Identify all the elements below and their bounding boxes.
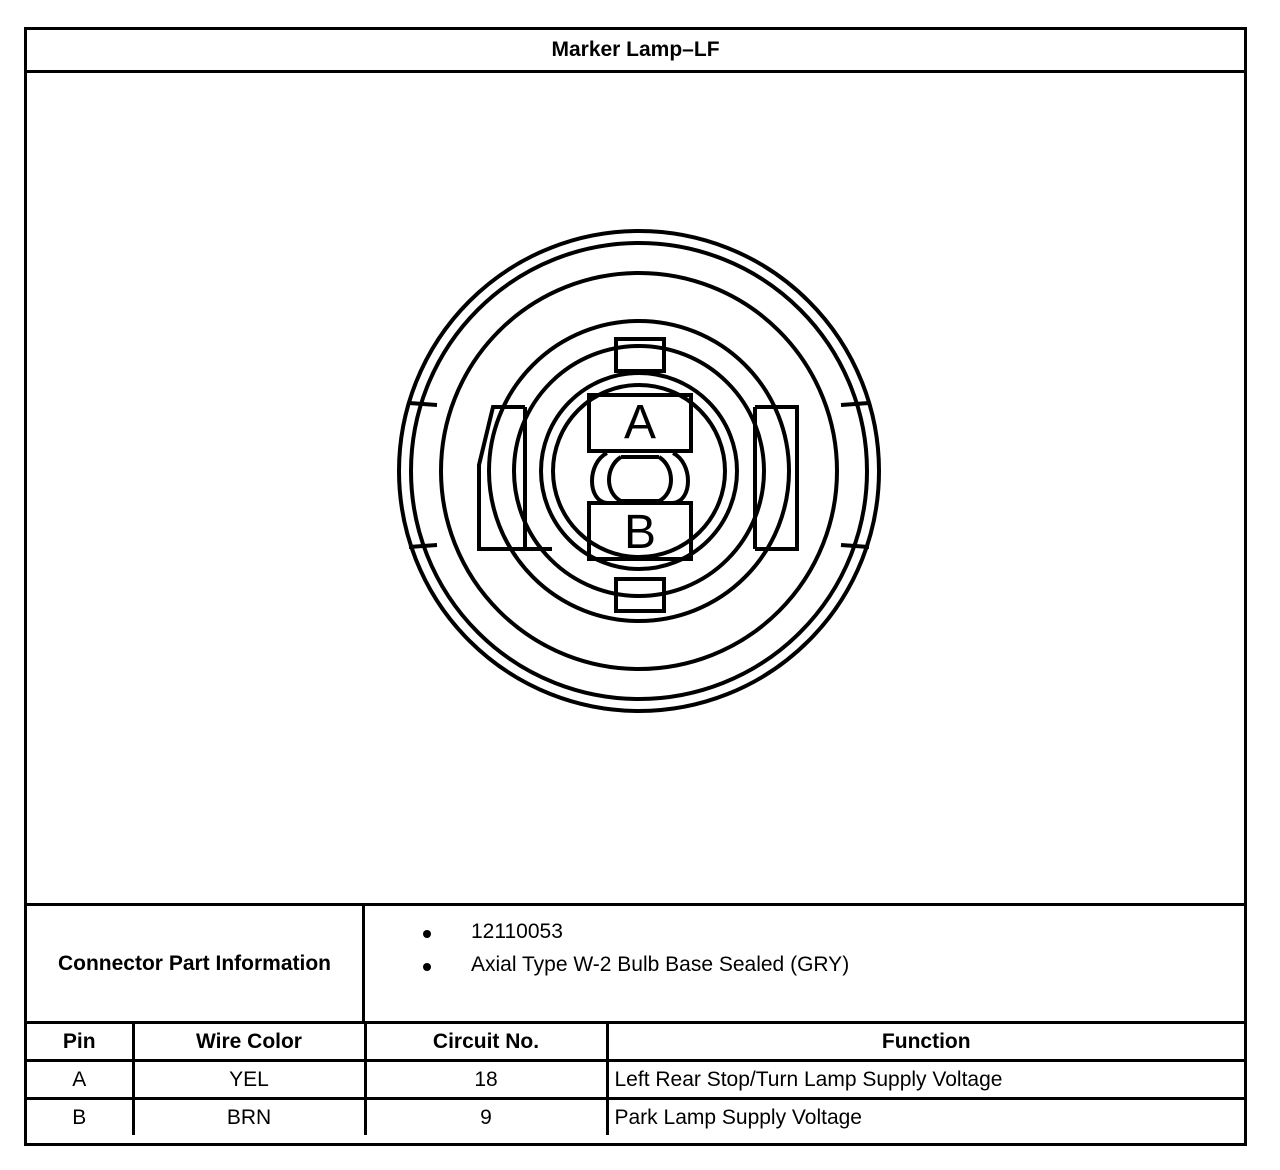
header-circuit-no: Circuit No. xyxy=(365,1024,607,1061)
header-wire-color: Wire Color xyxy=(133,1024,365,1061)
pin-cell: A xyxy=(27,1061,133,1099)
wire-color-cell: YEL xyxy=(133,1061,365,1099)
connector-face-drawing xyxy=(27,73,1244,903)
notch-lr xyxy=(841,545,869,547)
notch-ur xyxy=(841,403,869,405)
top-key xyxy=(616,339,664,371)
outer-ring xyxy=(399,231,879,711)
sheet-title: Marker Lamp–LF xyxy=(27,30,1244,73)
socket-left-arc xyxy=(592,453,607,503)
table-row xyxy=(27,1061,1244,1099)
pin-b-label: B xyxy=(623,506,657,559)
connector-diagram xyxy=(27,73,1244,906)
part-info-row xyxy=(27,906,1244,1024)
pin-cell: B xyxy=(27,1099,133,1136)
part-number: 12110053 xyxy=(471,920,563,943)
header-pin: Pin xyxy=(27,1024,133,1061)
table-row xyxy=(27,1099,1244,1136)
circuit-cell: 18 xyxy=(365,1061,607,1099)
part-info-label: Connector Part Information xyxy=(27,906,365,1021)
notch-ll xyxy=(409,545,437,547)
table-header-row xyxy=(27,1024,1244,1061)
function-cell: Park Lamp Supply Voltage xyxy=(607,1099,1244,1136)
header-function: Function xyxy=(607,1024,1244,1061)
bullet-icon xyxy=(423,930,431,938)
inner-ring xyxy=(489,321,789,621)
part-description: Axial Type W-2 Bulb Base Sealed (GRY) xyxy=(471,953,850,976)
bullet-icon xyxy=(423,963,431,971)
function-cell: Left Rear Stop/Turn Lamp Supply Voltage xyxy=(607,1061,1244,1099)
notch-ul xyxy=(409,403,437,405)
socket-inner-left xyxy=(609,457,621,501)
socket-right-arc xyxy=(673,453,688,503)
socket-inner-right xyxy=(659,457,671,501)
circuit-cell: 9 xyxy=(365,1099,607,1136)
connector-sheet xyxy=(24,27,1247,1146)
pin-a-label: A xyxy=(623,396,657,449)
wire-color-cell: BRN xyxy=(133,1099,365,1136)
pinout-table xyxy=(27,1024,1244,1135)
part-info-list xyxy=(365,906,1244,1021)
